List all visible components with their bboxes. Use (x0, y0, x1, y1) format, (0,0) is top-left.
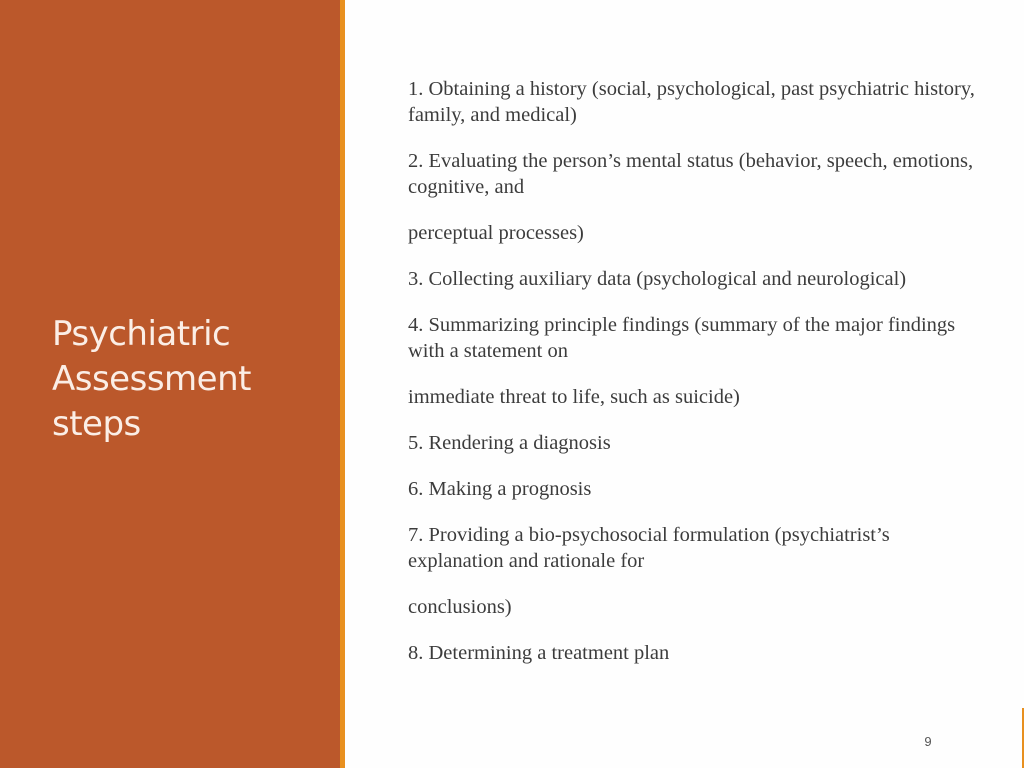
step-item: 5. Rendering a diagnosis (408, 432, 611, 454)
step-item: conclusions) (408, 596, 512, 618)
step-item: perceptual processes) (408, 222, 584, 244)
step-item: 3. Collecting auxiliary data (psychological and neurological) (408, 268, 907, 290)
step-item: immediate threat to life, such as suicide) (408, 386, 740, 408)
assessment-steps-list (408, 76, 988, 686)
step-item: 8. Determining a treatment plan (408, 642, 670, 664)
step-item: 7. Providing a bio-psychosocial formulation (psychiatrist’s explanation and rationale for (408, 524, 890, 572)
title-line: Psychiatric (52, 314, 231, 354)
step-item: 2. Evaluating the person’s mental status (behavior, speech, emotions, cognitive, and (408, 150, 974, 198)
title-line: Assessment (52, 359, 251, 399)
title-panel (0, 0, 340, 768)
step-item: 1. Obtaining a history (social, psychological, past psychiatric history, family, and medical) (408, 78, 975, 126)
page-number: 9 (924, 734, 932, 749)
step-item: 4. Summarizing principle findings (summary of the major findings with a statement on (408, 314, 956, 362)
step-item: 6. Making a prognosis (408, 478, 592, 500)
slide-title (52, 312, 322, 447)
title-line: steps (52, 404, 141, 444)
